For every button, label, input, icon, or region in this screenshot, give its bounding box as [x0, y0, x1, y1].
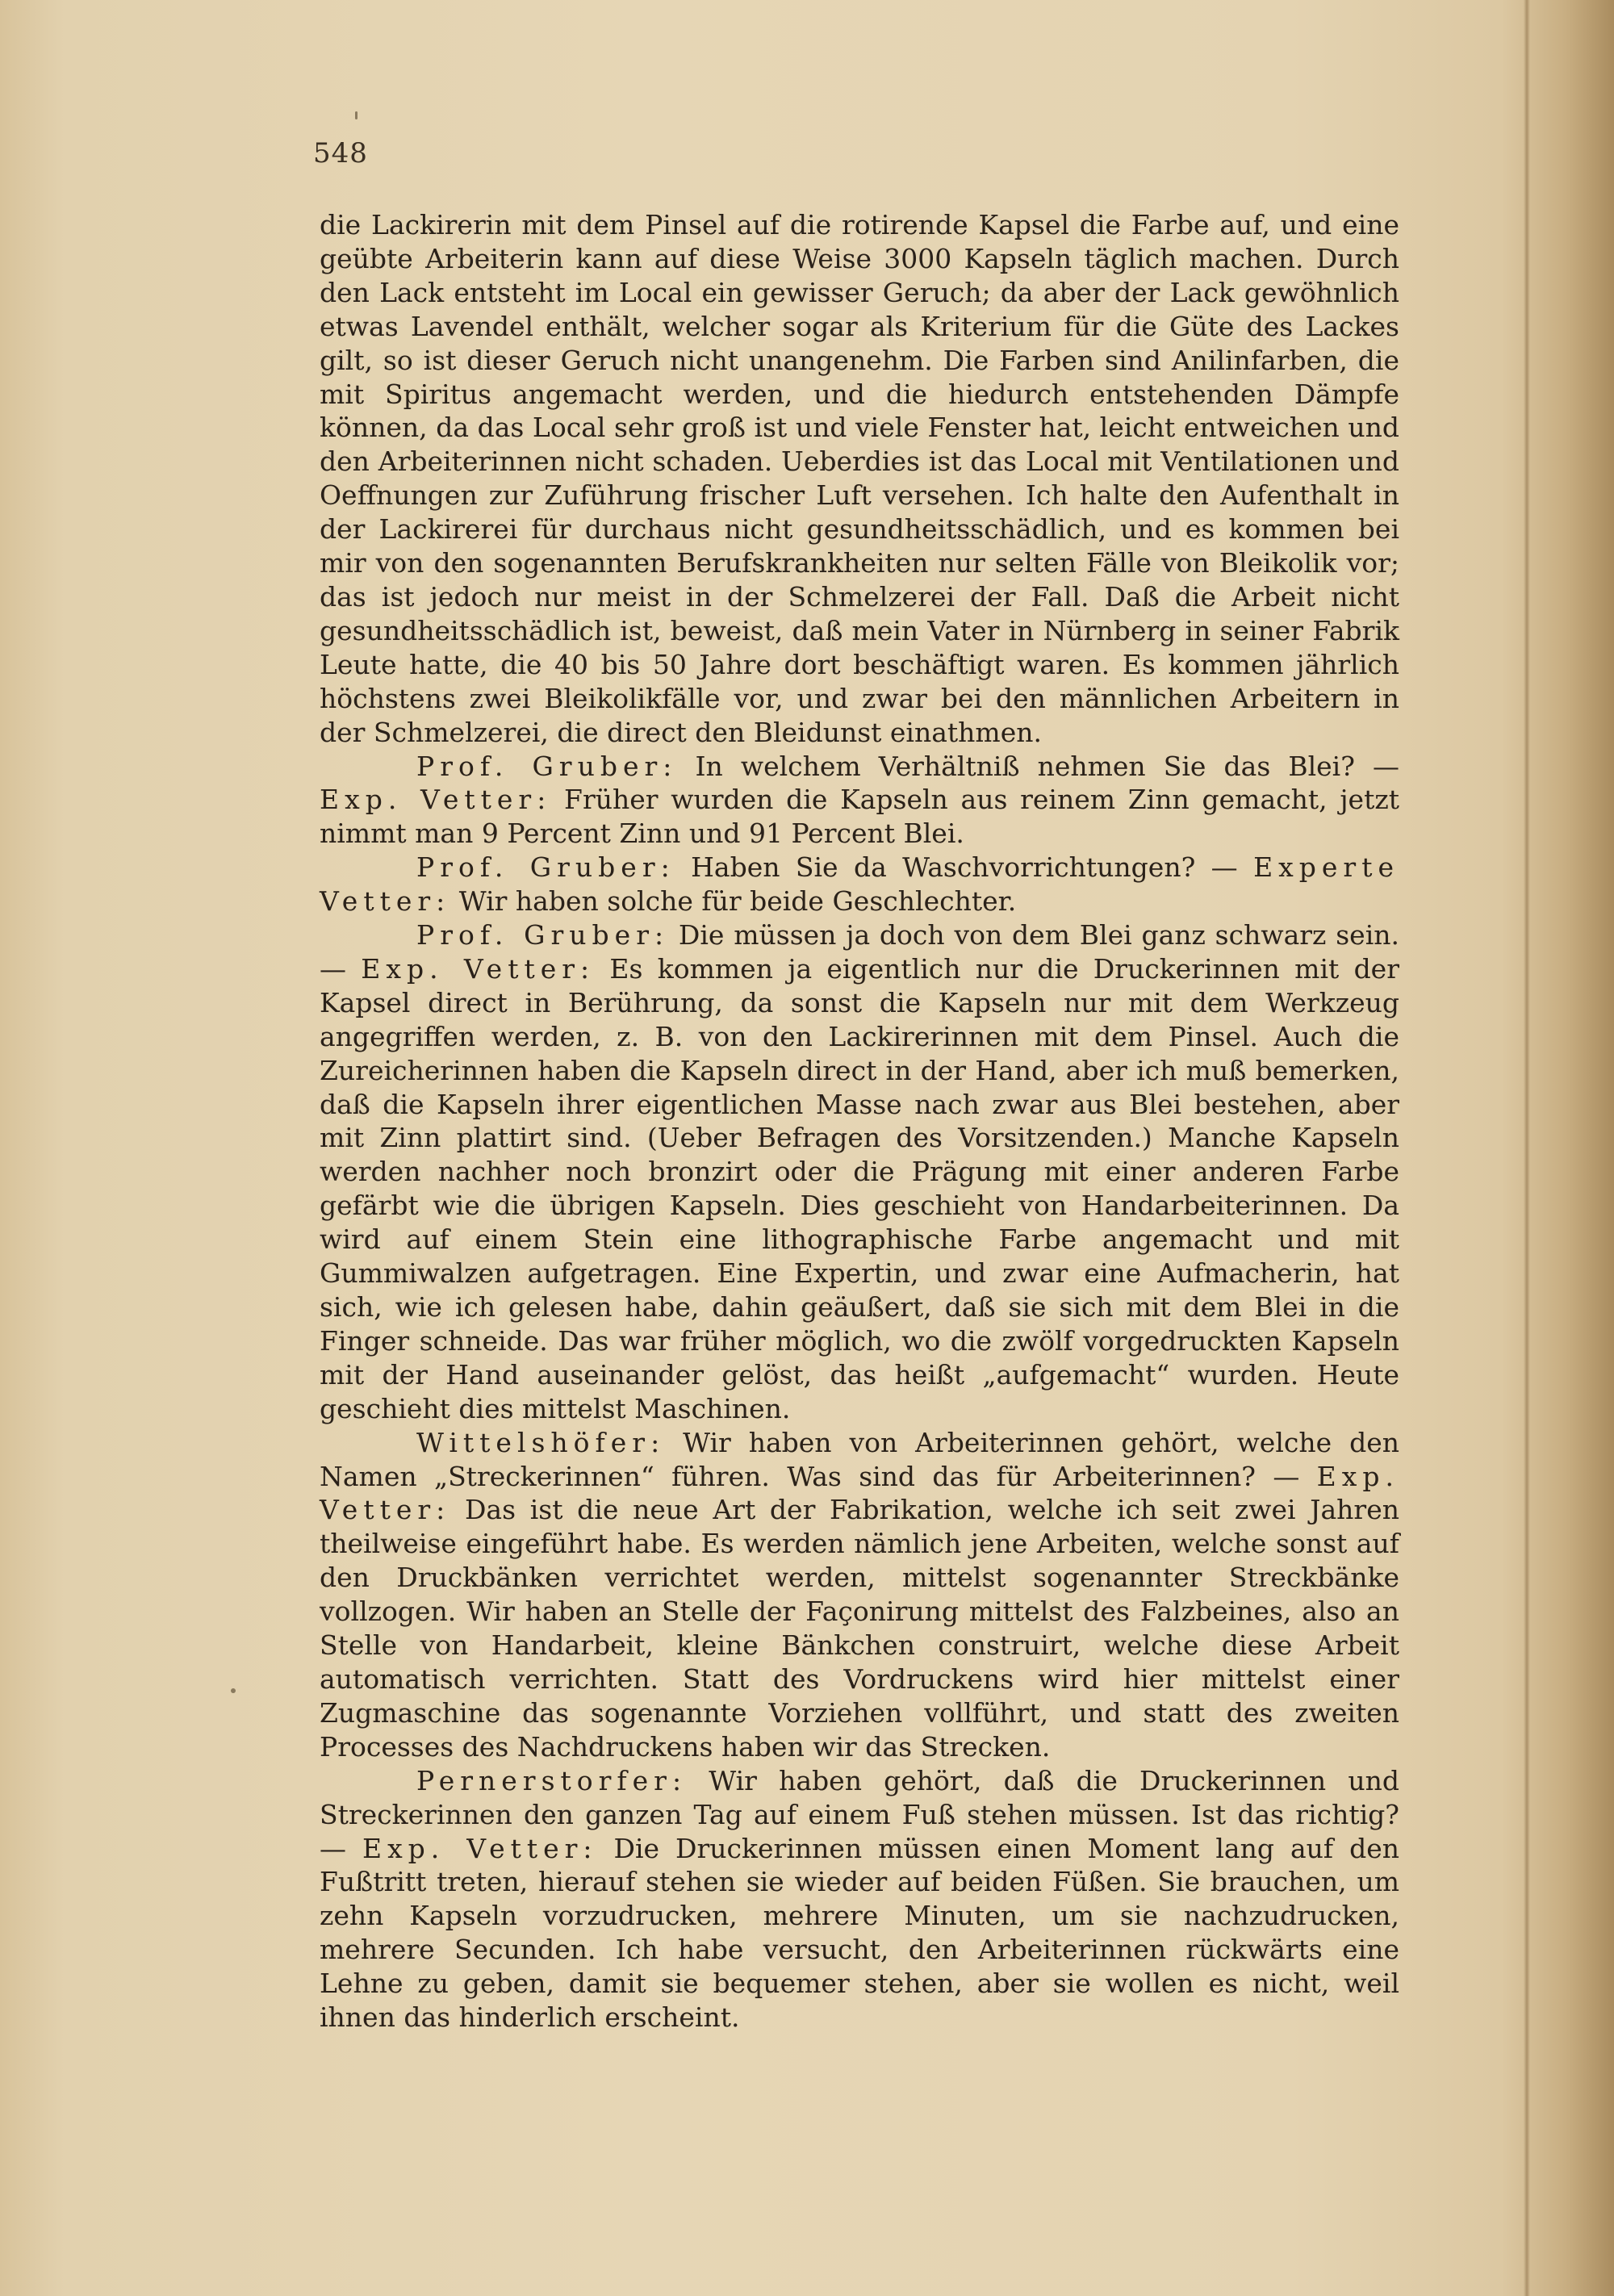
speaker-name: Exp. Vetter:: [361, 952, 596, 985]
speaker-name: Experte Vetter:: [320, 851, 1399, 918]
page-number: 548: [313, 137, 368, 169]
speaker-name: Pernerstorfer:: [416, 1764, 688, 1796]
paragraph-text: In welchem Verhältniß nehmen Sie das Blei? —: [677, 750, 1399, 782]
body-text: [320, 208, 1399, 2035]
paragraph: [320, 208, 1399, 750]
speaker-name: Prof. Gruber:: [416, 750, 678, 782]
paragraph-text: Das ist die neue Art der Fabrikation, welche ich seit zwei Jahren theilweise eingeführt habe. Es werden nämlich jene Arbeiten, welche sonst auf den Druckbänken verrichtet werden, mittelst sogenannter Streckbänke vollzogen. Wir haben an Stelle der Façonirung mittelst des Falzbeines, also an Stelle von Handarbeit, kleine Bänkchen construirt, welche diese Arbeit automatisch verrichten. Statt des Vordruckens wird hier mittelst einer Zugmaschine das sogenannte Vorziehen vollführt, und statt des zweiten Processes des Nachdruckens haben wir das Strecken.: [320, 1494, 1399, 1763]
paper-speck: [355, 111, 358, 119]
paragraph: [320, 1764, 1399, 2035]
speaker-name: Prof. Gruber:: [416, 919, 670, 951]
paragraph: [320, 918, 1399, 1426]
speaker-name: Prof. Gruber:: [416, 851, 675, 884]
speaker-name: Exp. Vetter:: [362, 1832, 598, 1864]
paragraph: [320, 1426, 1399, 1764]
paragraph-text: Wir haben solche für beide Geschlechter.: [450, 885, 1017, 918]
speaker-name: Exp. Vetter:: [320, 784, 552, 816]
page-fold-shadow: [1524, 0, 1530, 2296]
paragraph-text: die Lackirerin mit dem Pinsel auf die rotirende Kapsel die Farbe auf, und eine geübte Arbeiterin kann auf diese Weise 3000 Kapseln täglich machen. Durch den Lack entsteht im Local ein gewisser Geruch; da aber der Lack gewöhnlich etwas Lavendel enthält, welcher sogar als Kriterium für die Güte des Lackes gilt, so ist dieser Geruch nicht unangenehm. Die Farben sind Anilinfarben, die mit Spiritus angemacht werden, und die hiedurch entstehenden Dämpfe können, da das Local sehr groß ist und viele Fenster hat, leicht entweichen und den Arbeiterinnen nicht schaden. Ueberdies ist das Local mit Ventilationen und Oeffnungen zur Zuführung frischer Luft versehen. Ich halte den Aufenthalt in der Lackirerei für durchaus nicht gesundheitsschädlich, und es kommen bei mir von den sogenannten Berufskrankheiten nur selten Fälle von Bleikolik vor; das ist jedoch nur meist in der Schmelzerei der Fall. Daß die Arbeit nicht gesundheitsschädlich ist, beweist, daß mein Vater in Nürnberg in seiner Fabrik Leute hatte, die 40 bis 50 Jahre dort beschäftigt waren. Es kommen jährlich höchstens zwei Bleikolikfälle vor, und zwar bei den männlichen Arbeitern in der Schmelzerei, die direct den Bleidunst einathmen.: [320, 209, 1399, 748]
paragraph-text: Die Druckerinnen müssen einen Moment lang auf den Fußtritt treten, hierauf stehen sie wieder auf beiden Füßen. Sie brauchen, um zehn Kapseln vorzudrucken, mehrere Minuten, um sie nachzudrucken, mehrere Secunden. Ich habe versucht, den Arbeiterinnen rückwärts eine Lehne zu geben, damit sie bequemer stehen, aber sie wollen es nicht, weil ihnen das hinderlich erscheint.: [320, 1832, 1399, 2034]
paragraph-text: Wir haben von Arbeiterinnen gehört, welche den Namen „Streckerinnen“ führen. Was sind das für Arbeiterinnen? —: [320, 1426, 1399, 1492]
paragraph-text: Haben Sie da Waschvorrichtungen? —: [675, 851, 1254, 884]
paper-speck: [231, 1688, 236, 1693]
speaker-name: Exp. Vetter:: [320, 1460, 1399, 1526]
paragraph: [320, 750, 1399, 851]
speaker-name: Wittelshöfer:: [416, 1426, 666, 1458]
paragraph-text: Wir haben gehört, daß die Druckerinnen und Streckerinnen den ganzen Tag auf einem Fuß stehen müssen. Ist das richtig? —: [320, 1764, 1399, 1864]
paragraph-text: Die müssen ja doch von dem Blei ganz schwarz sein. —: [320, 919, 1399, 985]
paragraph: [320, 851, 1399, 918]
paragraph-text: Früher wurden die Kapseln aus reinem Zinn gemacht, jetzt nimmt man 9 Percent Zinn und 91 Percent Blei.: [320, 784, 1399, 850]
paragraph-text: Es kommen ja eigentlich nur die Druckerinnen mit der Kapsel direct in Berührung, da sonst die Kapseln nur mit dem Werkzeug angegriffen werden, z. B. von den Lackirerinnen mit dem Pinsel. Auch die Zureicherinnen haben die Kapseln direct in der Hand, aber ich muß bemerken, daß die Kapseln ihrer eigentlichen Masse nach zwar aus Blei bestehen, aber mit Zinn plattirt sind. (Ueber Befragen des Vorsitzenden.) Manche Kapseln werden nachher noch bronzirt oder die Prägung mit einer anderen Farbe gefärbt wie die übrigen Kapseln. Dies geschieht von Handarbeiterinnen. Da wird auf einem Stein eine lithographische Farbe angemacht und mit Gummiwalzen aufgetragen. Eine Expertin, und zwar eine Aufmacherin, hat sich, wie ich gelesen habe, dahin geäußert, daß sie sich mit dem Blei in die Finger schneide. Das war früher möglich, wo die zwölf vorgedruckten Kapseln mit der Hand auseinander gelöst, das heißt „aufgemacht“ wurden. Heute geschieht dies mittelst Maschinen.: [320, 952, 1399, 1424]
